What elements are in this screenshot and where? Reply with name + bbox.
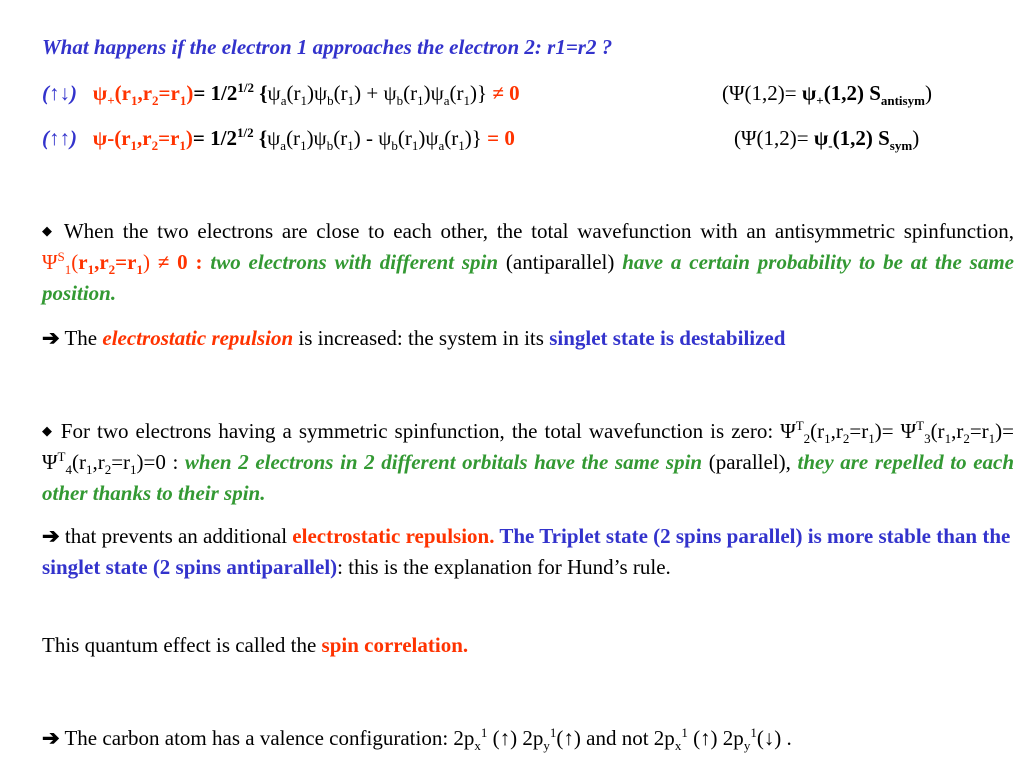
paragraph-carbon bbox=[42, 723, 792, 753]
equation-term: $\psi_a(r_1)\psi_b(r_1) - \psi_b(r_1)\psi_a(r_1)$ bbox=[267, 126, 472, 154]
equation-symmetric: (↑↑) $\psi-(r_1,r_2=r_1)= 1/2^{1/2}$ $\{\psi_a(r_1)\psi_b(r_1) - \psi_b(r_1)\psi_a(r_1)\} = 0$ bbox=[42, 125, 515, 154]
equation-result: = 0 bbox=[481, 126, 515, 150]
arrow-right-icon: ➔ bbox=[42, 726, 60, 750]
diamond-bullet-icon: ◆ bbox=[42, 223, 56, 238]
equation-antisymmetric: (↑↓) $\psi_+(r_1,r_2=r_1)= 1/2^{1/2}$ $\{\psi_a(r_1)\psi_b(r_1) + \psi_b(r_1)\psi_a(r_1)\} \ne 0$ bbox=[42, 80, 520, 109]
equation-term: $\psi_a(r_1)\psi_b(r_1) + \psi_b(r_1)\psi_a(r_1)$ bbox=[267, 81, 478, 109]
equation-result: ≠ 0 bbox=[487, 81, 520, 105]
psi-singlet: $\Psi^S_1(r_1,r_2=r_1)$ bbox=[42, 249, 150, 278]
paragraph-triplet: ➔ that prevents an additional electrostatic repulsion. The Triplet state (2 spins parallel) is more stable than the singlet state (2 spins antiparallel): this is the explanation for Hund’s rule. bbox=[42, 524, 1011, 579]
carbon-text: The carbon atom has a valence configuration: $2p_x^1$ (↑) $2p_y^1(↑)$ and not $2p_x^1$ (↑) $2p_y^1(↓)$ . bbox=[59, 725, 792, 754]
paragraph-symmetric: ◆ For two electrons having a symmetric spinfunction, the total wavefunction is zero: $\Psi^T_2(r_1,r_2=r_1)= \Psi^T_3(r_1,r_2=r_1)= \Psi^T_4(r_1,r_2=r_1)=0$ : when 2 electrons in 2 different orbitals have the same spin (parallel), they are repelled to each other thanks to their spin. bbox=[42, 418, 1015, 505]
equation-right-antisym: ($\Psi(1,2)= \psi_+(1,2)$ $S_{antisym}$) bbox=[722, 81, 932, 109]
equation-prefix: = $1/2^{1/2}$ { bbox=[192, 125, 268, 150]
paragraph-antisymmetric: ◆ When the two electrons are close to each other, the total wavefunction with an antisymmetric spinfunction, $\Psi^S_1(r_1,r_2=r_1) \ne 0$ : two electrons with different spin (antiparallel) have a certain probability to be at the same position. bbox=[42, 219, 1015, 305]
arrow-right-icon: ➔ bbox=[42, 326, 60, 350]
triplet-math: $\Psi^T_2(r_1,r_2=r_1)= \Psi^T_3(r_1,r_2=r_1)= \Psi^T_4(r_1,r_2=r_1)=0$ : bbox=[42, 418, 1014, 478]
title-question: What happens if the electron 1 approaches the electron 2: r1=r2 ? bbox=[42, 35, 613, 59]
psi-symbol: $\psi_+(r_1,r_2=r_1)$ bbox=[92, 81, 194, 109]
psi-symbol: $\psi-(r_1,r_2=r_1)$ bbox=[92, 126, 193, 154]
equation-right-sym: ($\Psi(1,2)= \psi_-(1,2)$ $S_{sym}$) bbox=[734, 126, 920, 154]
arrow-right-icon: ➔ bbox=[42, 524, 60, 548]
spin-label: (↑↓) bbox=[42, 81, 77, 105]
paragraph-repulsion: ➔ The electrostatic repulsion is increased: the system in its singlet state is destabilized bbox=[42, 326, 786, 350]
spin-label: (↑↑) bbox=[42, 126, 77, 150]
paragraph-spin-correlation: This quantum effect is called the spin correlation. bbox=[42, 633, 469, 657]
diamond-bullet-icon: ◆ bbox=[42, 423, 54, 438]
equation-prefix: = $1/2^{1/2}$ { bbox=[193, 80, 268, 105]
